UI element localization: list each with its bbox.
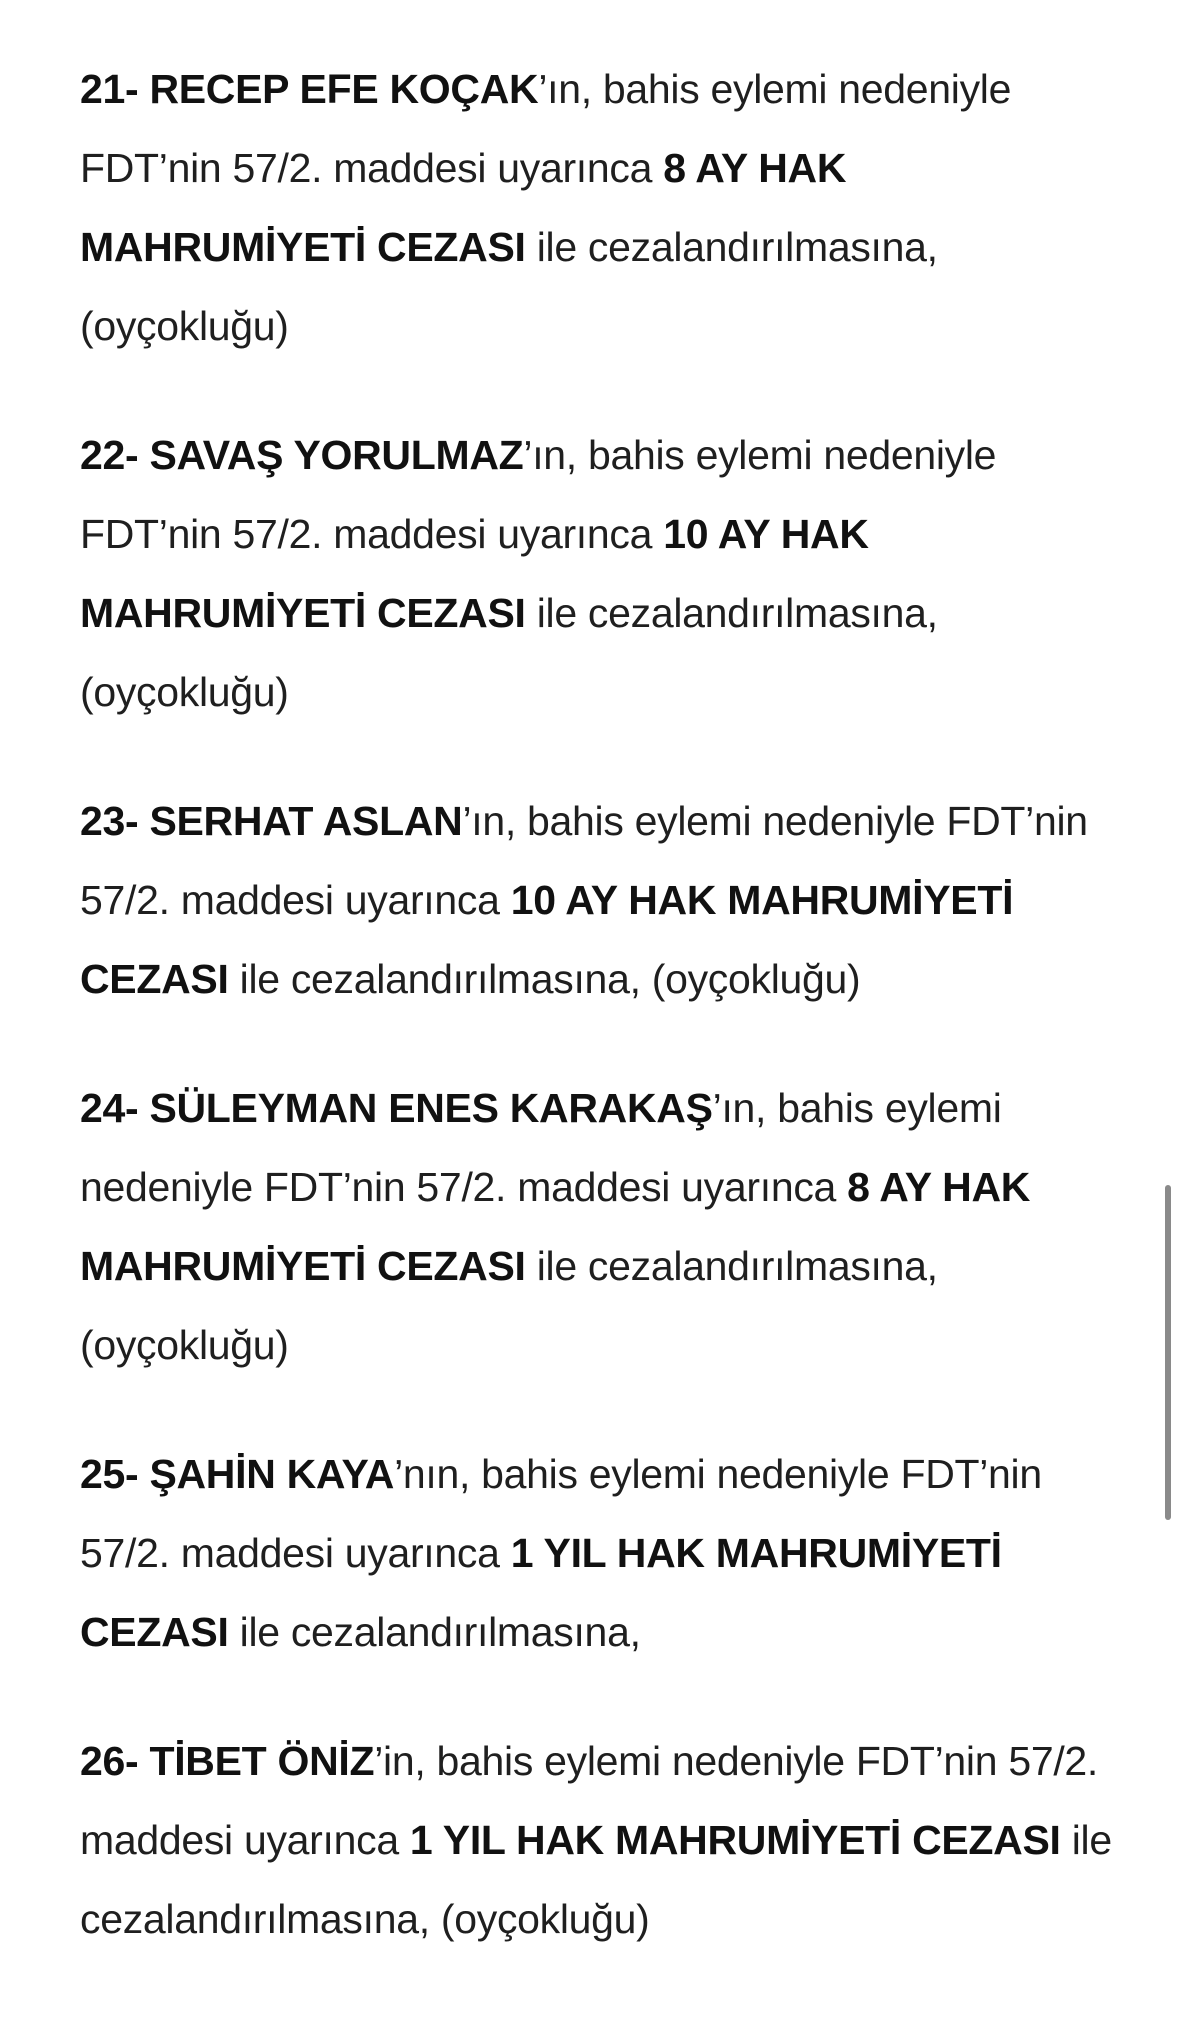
player-name: 23- SERHAT ASLAN xyxy=(80,798,463,844)
player-name: 26- TİBET ÖNİZ xyxy=(80,1738,375,1784)
decision-item-24 xyxy=(80,1069,1120,1385)
player-name: 22- SAVAŞ YORULMAZ xyxy=(80,432,524,478)
decision-item-26 xyxy=(80,1722,1120,1959)
decision-text-end: ile cezalandırılmasına, (oyçokluğu) xyxy=(80,590,938,715)
decision-item-25 xyxy=(80,1435,1120,1672)
penalty-text: 10 AY HAK MAHRUMİYETİ CEZASI xyxy=(80,511,869,636)
decision-item-23 xyxy=(80,782,1120,1019)
decision-text-end: ile cezalandırılmasına, (oyçokluğu) xyxy=(80,224,938,349)
decision-text-end: ile cezalandırılmasına, xyxy=(228,1609,641,1655)
penalty-text: 8 AY HAK MAHRUMİYETİ CEZASI xyxy=(80,145,847,270)
decision-item-22 xyxy=(80,416,1120,732)
decision-text-end: ile cezalandırılmasına, (oyçokluğu) xyxy=(80,1817,1112,1942)
player-name: 25- ŞAHİN KAYA xyxy=(80,1451,395,1497)
decision-text: ’in, bahis eylemi nedeniyle FDT’nin 57/2. maddesi uyarınca xyxy=(80,1738,1099,1863)
penalty-text: 8 AY HAK MAHRUMİYETİ CEZASI xyxy=(80,1164,1031,1289)
decision-text-end: ile cezalandırılmasına, (oyçokluğu) xyxy=(228,956,861,1002)
penalty-text: 1 YIL HAK MAHRUMİYETİ CEZASI xyxy=(409,1817,1061,1863)
player-name: 24- SÜLEYMAN ENES KARAKAŞ xyxy=(80,1085,713,1131)
decision-list xyxy=(80,50,1120,2009)
decision-text: ’ın, bahis eylemi nedeniyle FDT’nin 57/2. maddesi uyarınca xyxy=(80,66,1012,191)
penalty-text: 10 AY HAK MAHRUMİYETİ CEZASI xyxy=(80,877,1014,1002)
decision-text: ’ın, bahis eylemi nedeniyle FDT’nin 57/2. maddesi uyarınca xyxy=(80,1085,1002,1210)
decision-text: ’ın, bahis eylemi nedeniyle FDT’nin 57/2. maddesi uyarınca xyxy=(80,432,997,557)
decision-text-end: ile cezalandırılmasına, (oyçokluğu) xyxy=(80,1243,938,1368)
penalty-text: 1 YIL HAK MAHRUMİYETİ CEZASI xyxy=(80,1530,1002,1655)
decision-text: ’ın, bahis eylemi nedeniyle FDT’nin 57/2. maddesi uyarınca xyxy=(80,798,1088,923)
decision-item-21 xyxy=(80,50,1120,366)
scrollbar[interactable] xyxy=(1165,1185,1171,1520)
decision-text: ’nın, bahis eylemi nedeniyle FDT’nin 57/2. maddesi uyarınca xyxy=(80,1451,1042,1576)
player-name: 21- RECEP EFE KOÇAK xyxy=(80,66,539,112)
